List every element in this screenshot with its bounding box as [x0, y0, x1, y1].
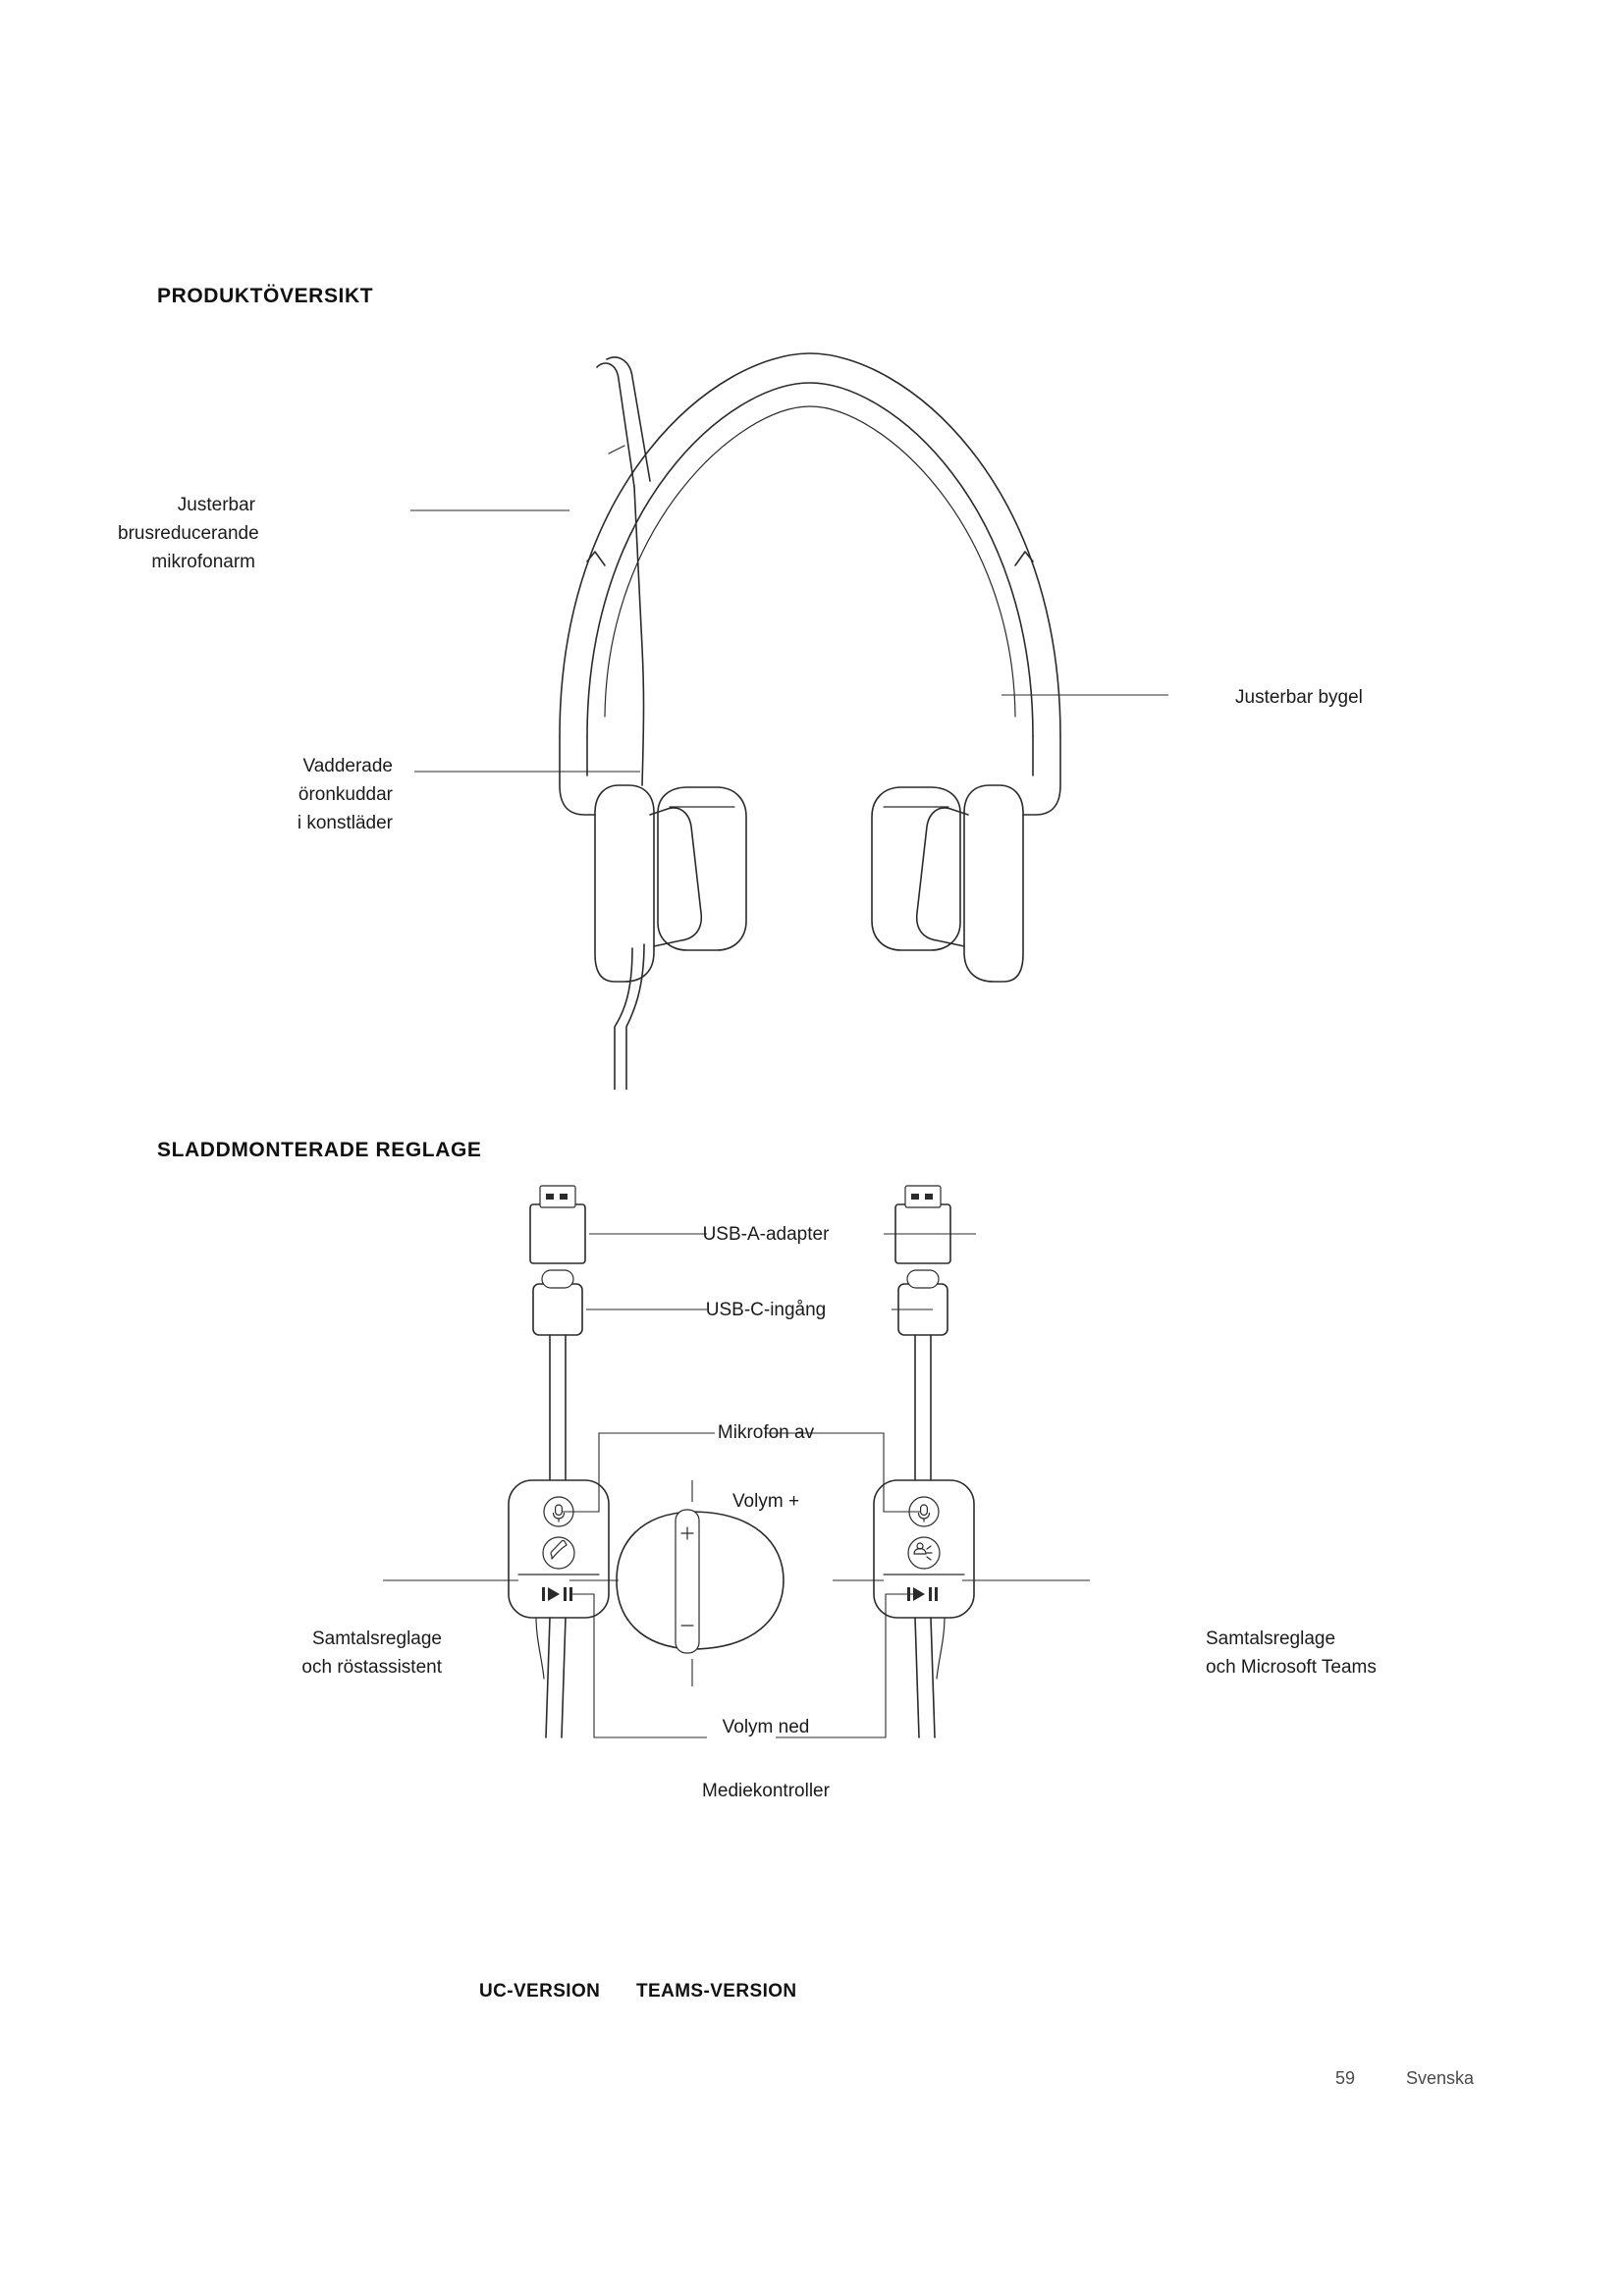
footer-page-number: 59: [1335, 2068, 1356, 2088]
callout-call-controls-teams-line1: Samtalsreglage: [1206, 1629, 1336, 1649]
callout-call-controls-teams: [1206, 1625, 1530, 1682]
callout-ear-pads-line1: Vadderade: [302, 756, 393, 776]
label-teams-version: TEAMS-VERSION: [636, 1981, 797, 2002]
callout-mic-boom-line3: mikrofonarm: [151, 552, 255, 572]
callout-ear-pads-line3: i konstläder: [297, 813, 393, 833]
callout-ear-pads-line2: öronkuddar: [298, 784, 393, 805]
callout-call-controls-uc: [177, 1625, 442, 1682]
callout-headband: Justerbar bygel: [1235, 687, 1363, 708]
callout-volume-down: Volym ned: [722, 1717, 810, 1737]
callout-usb-c-port: USB-C-ingång: [705, 1300, 827, 1320]
callout-call-controls-teams-line2: och Microsoft Teams: [1206, 1657, 1377, 1678]
callout-mic-boom-line2: brusreducerande: [118, 523, 259, 544]
callout-call-controls-uc-line2: och röstassistent: [301, 1657, 442, 1678]
section-title-product-overview: PRODUKTÖVERSIKT: [157, 285, 374, 307]
callout-volume-up: Volym +: [731, 1491, 800, 1512]
callout-ear-pads: [137, 752, 393, 837]
section-title-inline-controls: SLADDMONTERADE REGLAGE: [157, 1139, 482, 1161]
callout-usb-a-adapter: USB-A-adapter: [702, 1224, 830, 1245]
footer-language: Svenska: [1406, 2068, 1475, 2088]
callout-mic-mute: Mikrofon av: [717, 1422, 815, 1443]
label-uc-version: UC-VERSION: [479, 1981, 601, 2002]
callout-mic-boom-line1: Justerbar: [177, 495, 255, 515]
callout-media-controls: Mediekontroller: [702, 1781, 830, 1801]
callout-call-controls-uc-line1: Samtalsreglage: [311, 1629, 442, 1649]
callout-mic-boom: [118, 491, 259, 576]
headset-leader-lines: [157, 324, 1473, 1099]
